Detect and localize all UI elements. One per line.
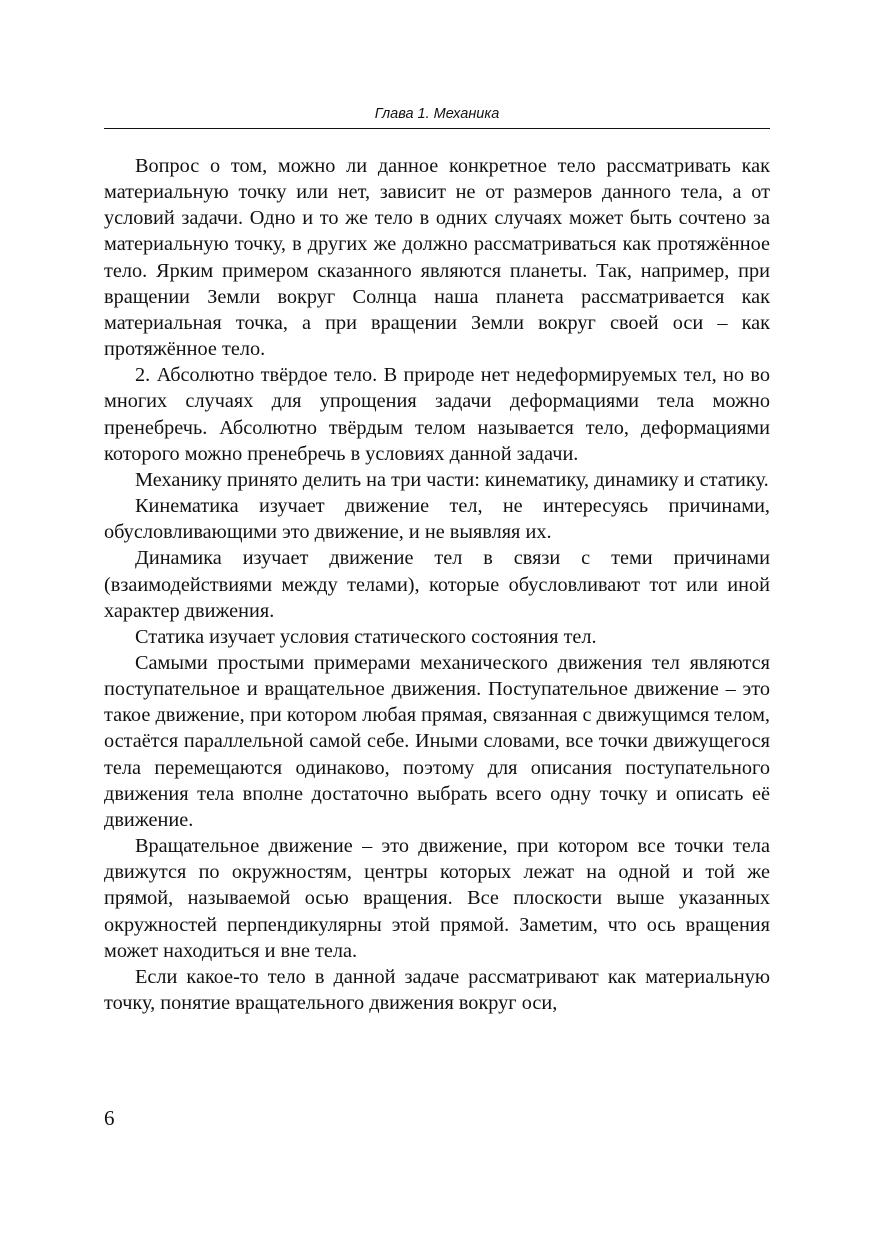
paragraph-kinematics: Кинематика изучает движение тел, не интересуясь причинами, обусловливающими это движение, и не выявляя их. <box>104 495 770 544</box>
page-number: 6 <box>104 1106 115 1130</box>
header-divider <box>104 128 770 129</box>
paragraph-dynamics: Динамика изучает движение тел в связи с теми причинами (взаимодействиями между телами), которые обусловливают тот или иной характер движения. <box>104 547 770 622</box>
paragraph-material-point: Вопрос о том, можно ли данное конкретное тело рассматривать как материальную точку или нет, зависит не от размеров данного тела, а от условий задачи. Одно и то же тело в одних случаях может быть сочтено за материальную точку, в других же должно рассматриваться как протяжённое тело. Ярким примером сказанного являются планеты. Так, например, при вращении Земли вокруг Солнца наша планета рассматривается как материальная точка, а при вращении Земли вокруг своей оси – как протяжённое тело. <box>104 155 770 361</box>
paragraph-statics: Статика изучает условия статического состояния тел. <box>135 625 597 648</box>
paragraph-translational-motion: Самыми простыми примерами механического движения тел являются поступательное и вращательное движения. Поступательное движение – это такое движение, при котором любая прямая, связанная с движущимся телом, остаётся параллельной самой себе. Иными словами, все точки движущегося тела перемещаются одинаково, поэтому для описания поступательного движения тела вполне достаточно выбрать всего одну точку и описать её движение. <box>104 651 770 831</box>
paragraph-mechanics-parts: Механику принято делить на три части: кинематику, динамику и статику. <box>135 468 769 491</box>
paragraph-rigid-body: 2. Абсолютно твёрдое тело. В природе нет недеформируемых тел, но во многих случаях для упрощения задачи деформациями тела можно пренебречь. Абсолютно твёрдым телом называется тело, деформациями которого можно пренебречь в условиях данной задачи. <box>104 364 770 465</box>
body-text <box>104 153 770 1016</box>
paragraph-rotational-motion: Вращательное движение – это движение, при котором все точки тела движутся по окружностям, центры которых лежат на одной и той же прямой, называемой осью вращения. Все плоскости выше указанных окружностей перпендикулярны этой прямой. Заметим, что ось вращения может находиться и вне тела. <box>104 835 770 962</box>
running-header-title: Глава 1. Механика <box>374 106 500 122</box>
paragraph-continuation: Если какое-то тело в данной задаче рассматривают как материальную точку, понятие вращательного движения вокруг оси, <box>104 965 770 1014</box>
